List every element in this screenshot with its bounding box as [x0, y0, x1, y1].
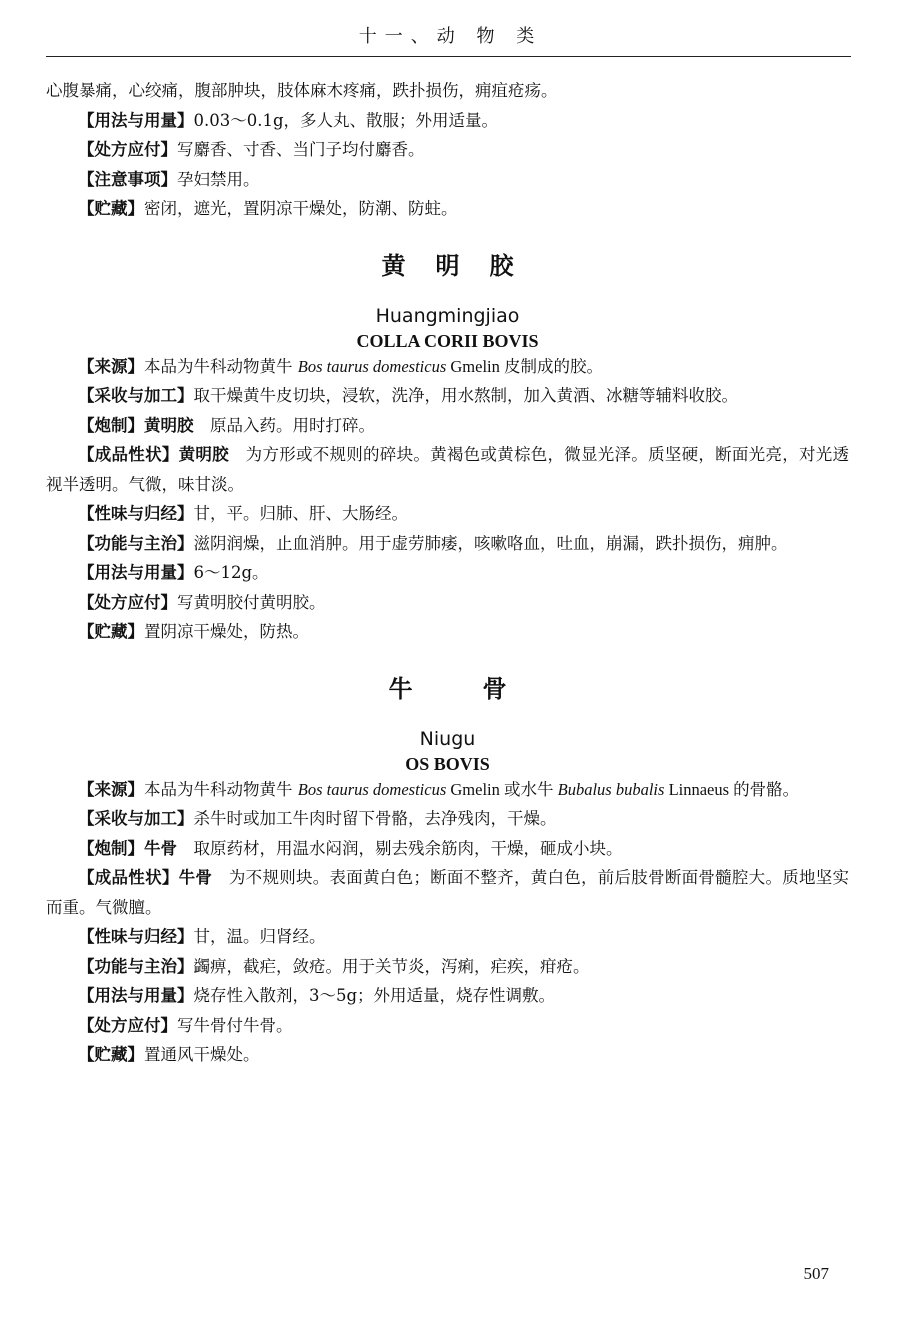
prescription-text: 写黄明胶付黄明胶。	[177, 592, 326, 612]
prescription-label: 【处方应付】	[78, 140, 177, 159]
nature-text: 甘，温。归肾经。	[193, 927, 326, 946]
caution-text: 孕妇禁用。	[177, 169, 260, 189]
product-text: 为不规则块。表面黄白色；断面不整齐，黄白色，前后肢骨断面骨髓腔大。质地坚实而重。气微膻。	[46, 868, 850, 917]
entry2-harvest	[46, 804, 849, 834]
entry-title-pinyin: Niugu	[419, 727, 476, 750]
entry1-source	[46, 352, 849, 382]
harvest-text: 杀牛时或加工牛肉时留下骨骼，去净残肉，干燥。	[193, 809, 557, 828]
prescription-text: 写牛骨付牛骨。	[177, 1015, 293, 1035]
entry1-processing	[46, 411, 849, 441]
storage-label: 【贮藏】	[78, 199, 144, 218]
usage-text: 0.03～0.1g，多人丸、散服；外用适量。	[193, 110, 499, 130]
entry2-processing	[46, 834, 849, 864]
entry2-prescription	[46, 1011, 849, 1041]
intro-storage	[46, 194, 849, 224]
storage-text: 置阴凉干燥处，防热。	[144, 622, 309, 641]
source-text-end: Gmelin 皮制成的胶。	[446, 356, 603, 376]
species-name: Bos taurus domesticus	[297, 779, 447, 799]
intro-prescription	[46, 135, 849, 165]
product-label: 【成品性状】牛骨	[78, 868, 213, 887]
entry1-harvest	[46, 381, 849, 411]
entry-title-latin: OS BOVIS	[405, 753, 490, 774]
product-label: 【成品性状】黄明胶	[78, 445, 229, 464]
source-text: 本品为牛科动物黄牛	[144, 779, 298, 799]
source-text-end: Linnaeus 的骨骼。	[664, 779, 800, 799]
function-label: 【功能与主治】	[78, 956, 194, 976]
harvest-text: 取干燥黄牛皮切块，浸软，洗净，用水熬制，加入黄酒、冰糖等辅料收胶。	[193, 386, 738, 405]
species-name: Bos taurus domesticus	[297, 356, 447, 376]
harvest-label: 【采收与加工】	[78, 809, 194, 828]
entry2-source	[46, 775, 849, 805]
harvest-label: 【采收与加工】	[78, 386, 194, 405]
usage-text: 烧存性入散剂，3～5g；外用适量，烧存性调敷。	[193, 986, 556, 1005]
header-rule	[46, 56, 851, 57]
entry1-product	[46, 440, 849, 499]
intro-caution	[46, 165, 849, 195]
entry2-function	[46, 952, 849, 982]
page-number: 507	[803, 1264, 829, 1283]
nature-label: 【性味与归经】	[78, 504, 194, 523]
function-label: 【功能与主治】	[78, 533, 194, 553]
storage-label: 【贮藏】	[78, 1045, 144, 1064]
processing-text: 原品入药。用时打碎。	[193, 415, 375, 435]
processing-label: 【炮制】牛骨	[78, 838, 177, 858]
entry-title-chinese: 黄明胶	[381, 251, 544, 280]
function-text: 滋阴润燥，止血消肿。用于虚劳肺痿，咳嗽咯血，吐血，崩漏，跌扑损伤，痈肿。	[193, 533, 788, 553]
prescription-text: 写麝香、寸香、当门子均付麝香。	[177, 140, 425, 159]
function-text: 蠲痹，截疟，敛疮。用于关节炎，泻痢，疟疾，疳疮。	[193, 956, 590, 976]
source-text-mid: Gmelin 或水牛	[446, 779, 558, 799]
entry2-nature	[46, 922, 849, 952]
prescription-label: 【处方应付】	[78, 1015, 177, 1035]
processing-text: 取原药材，用温水闷润，剔去残余筋肉，干燥，砸成小块。	[177, 838, 623, 858]
nature-label: 【性味与归经】	[78, 927, 194, 946]
prescription-label: 【处方应付】	[78, 592, 177, 612]
running-header: 十一、动 物 类	[358, 26, 543, 47]
intro-usage	[46, 106, 849, 136]
page-content	[46, 76, 849, 1070]
entry2-usage	[46, 981, 849, 1011]
source-text: 本品为牛科动物黄牛	[144, 356, 298, 376]
entry1-nature	[46, 499, 849, 529]
entry1-prescription	[46, 588, 849, 618]
entry-title-pinyin: Huangmingjiao	[375, 304, 520, 327]
entry-title-latin: COLLA CORII BOVIS	[356, 330, 539, 351]
entry1-storage	[46, 617, 849, 647]
entry2-product	[46, 863, 849, 922]
entry-title-chinese: 牛骨	[388, 674, 577, 703]
product-text: 为方形或不规则的碎块。黄褐色或黄棕色，微显光泽。质坚硬，断面光亮，对光透视半透明。气微，味甘淡。	[46, 445, 850, 494]
usage-label: 【用法与用量】	[78, 563, 194, 582]
processing-label: 【炮制】黄明胶	[78, 415, 194, 435]
usage-text: 6～12g。	[193, 563, 269, 582]
storage-label: 【贮藏】	[78, 622, 144, 641]
entry1-function	[46, 529, 849, 559]
usage-label: 【用法与用量】	[78, 986, 194, 1005]
entry1-usage	[46, 558, 849, 588]
usage-label: 【用法与用量】	[78, 110, 194, 130]
storage-text: 置通风干燥处。	[144, 1045, 260, 1064]
continued-text: 心腹暴痛，心绞痛，腹部肿块，肢体麻木疼痛，跌扑损伤，痈疽疮疡。	[46, 81, 558, 100]
entry2-storage	[46, 1040, 849, 1070]
source-label: 【来源】	[78, 779, 144, 799]
source-label: 【来源】	[78, 356, 144, 376]
nature-text: 甘，平。归肺、肝、大肠经。	[193, 504, 408, 523]
species-name: Bubalus bubalis	[557, 779, 665, 799]
caution-label: 【注意事项】	[78, 169, 177, 189]
storage-text: 密闭，遮光，置阴凉干燥处，防潮、防蛀。	[144, 199, 458, 218]
